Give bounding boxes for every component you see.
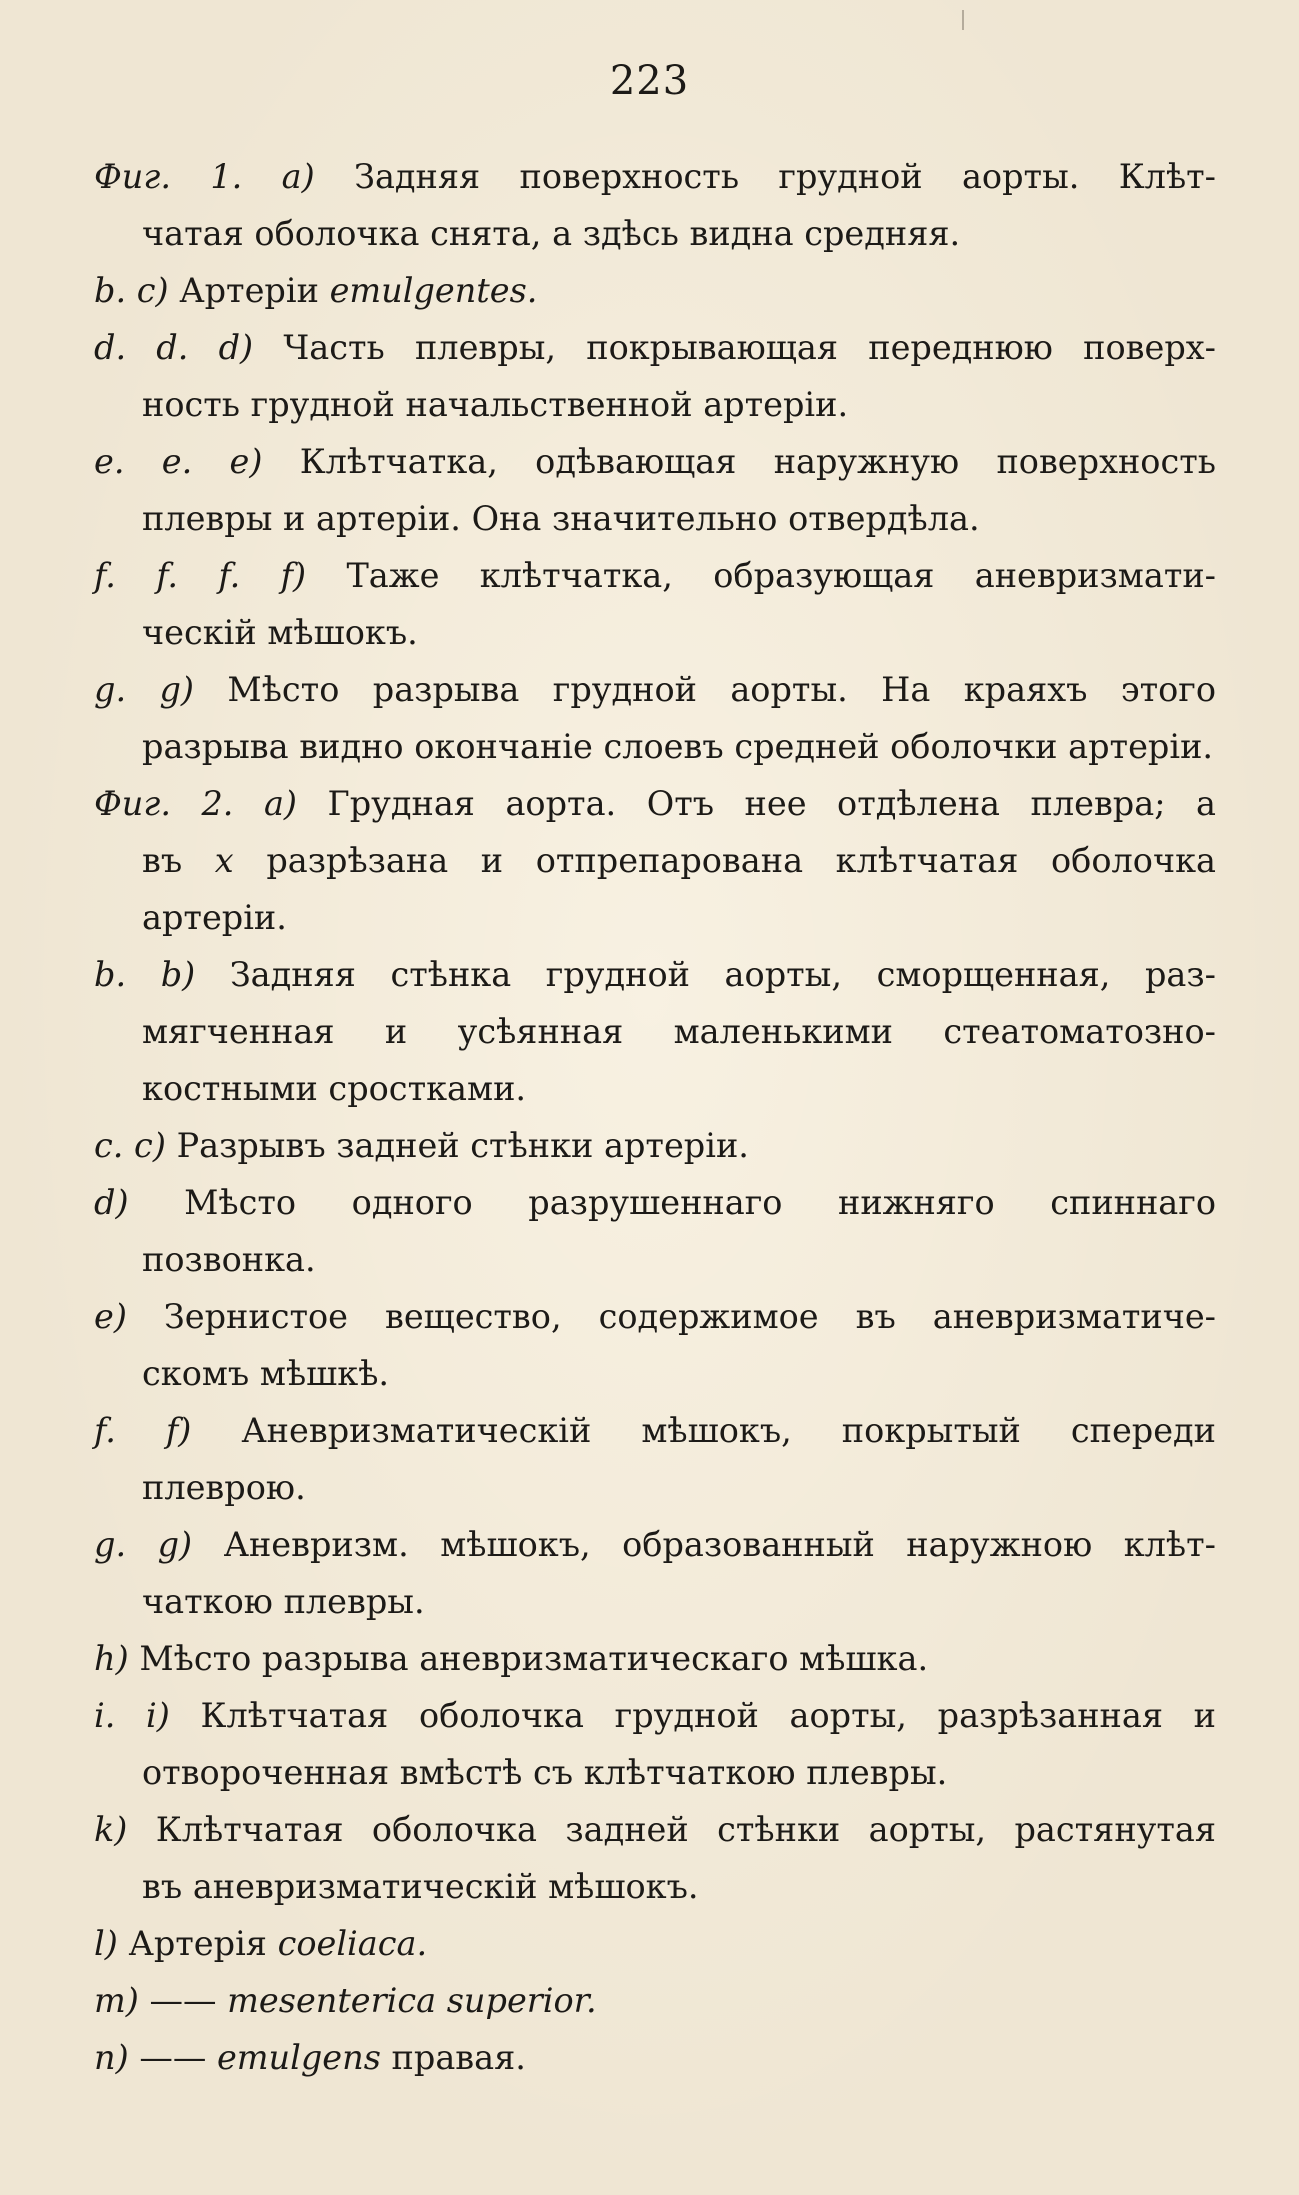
entry-label: g. g) xyxy=(94,1525,193,1564)
entry-label: Фиг. 2. a) xyxy=(94,784,298,823)
entry-label: e) xyxy=(94,1297,127,1336)
entry-label: e. e. e) xyxy=(94,442,263,481)
entry-continuation: плевры и артеріи. Она значительно отвердѣла. xyxy=(142,499,980,538)
entry-label: Фиг. 1. a) xyxy=(94,157,315,196)
entry-dash: —— xyxy=(149,1981,217,2020)
entry-continuation: чатая оболочка снята, а здѣсь видна средняя. xyxy=(142,214,961,253)
entry-dash: —— xyxy=(139,2038,207,2077)
entry-label: b. b) xyxy=(94,955,196,994)
legend-entry-b-c xyxy=(94,262,1216,319)
legend-entry-g xyxy=(94,661,1216,775)
entry-label: n) xyxy=(94,2038,129,2077)
entry-continuation: позвонка. xyxy=(142,1240,316,1279)
entry-continuation: мягченная и усѣянная маленькими стеатоматозно-костными сростками. xyxy=(142,1012,1216,1108)
entry-text: Аневризматическій мѣшокъ, покрытый спереди xyxy=(241,1411,1216,1450)
entry-text: Мѣсто одного разрушеннаго нижняго спиннаго xyxy=(184,1183,1217,1222)
entry-label: c. c) xyxy=(94,1126,166,1165)
figure-legend xyxy=(94,148,1216,2086)
entry-latin-term: emulgentes. xyxy=(329,271,538,310)
legend-entry-i xyxy=(94,1687,1216,1801)
entry-continuation: отвороченная вмѣстѣ съ клѣтчаткою плевры. xyxy=(142,1753,948,1792)
entry-text: Грудная аорта. Отъ нее отдѣлена плевра; а xyxy=(327,784,1217,823)
entry-label: h) xyxy=(94,1639,129,1678)
legend-entry-fig2-a xyxy=(94,775,1216,946)
legend-entry-h xyxy=(94,1630,1216,1687)
entry-label: f. f) xyxy=(94,1411,192,1450)
entry-text: Клѣтчатка, одѣвающая наружную поверхность xyxy=(299,442,1217,481)
entry-text: Клѣтчатая оболочка грудной аорты, разрѣзанная и xyxy=(200,1696,1216,1735)
entry-label: b. c) xyxy=(94,271,169,310)
legend-entry-c-c xyxy=(94,1117,1216,1174)
entry-text: Артеріи xyxy=(179,271,319,310)
legend-entry-fig1-a xyxy=(94,148,1216,262)
legend-entry-e2 xyxy=(94,1288,1216,1402)
entry-label: g. g) xyxy=(94,670,194,709)
entry-variable: x xyxy=(214,841,234,880)
entry-text-tail: правая. xyxy=(391,2038,526,2077)
entry-text: Мѣсто разрыва грудной аорты. На краяхъ этого xyxy=(227,670,1216,709)
legend-entry-f2 xyxy=(94,1402,1216,1516)
entry-latin-term: emulgens xyxy=(216,2038,381,2077)
legend-entry-g2 xyxy=(94,1516,1216,1630)
page-number: 223 xyxy=(609,58,690,104)
entry-text: Задняя поверхность грудной аорты. Клѣт- xyxy=(354,157,1217,196)
entry-text: Таже клѣтчатка, образующая аневризмати- xyxy=(346,556,1216,595)
legend-entry-e xyxy=(94,433,1216,547)
legend-entry-d2 xyxy=(94,1174,1216,1288)
entry-latin-term: coeliaca. xyxy=(277,1924,428,1963)
entry-text: Клѣтчатая оболочка задней стѣнки аорты, растянутая xyxy=(155,1810,1216,1849)
legend-entry-b-b xyxy=(94,946,1216,1117)
legend-entry-l xyxy=(94,1915,1216,1972)
legend-entry-d xyxy=(94,319,1216,433)
entry-label: m) xyxy=(94,1981,139,2020)
entry-text: Аневризм. мѣшокъ, образованный наружною клѣт- xyxy=(223,1525,1216,1564)
entry-label: i. i) xyxy=(94,1696,170,1735)
entry-text: Зернистое вещество, содержимое въ аневризматиче- xyxy=(163,1297,1216,1336)
entry-text: Задняя стѣнка грудной аорты, сморщенная, раз- xyxy=(229,955,1216,994)
entry-continuation: ческій мѣшокъ. xyxy=(142,613,418,652)
page-mark xyxy=(962,10,964,30)
entry-label: d) xyxy=(94,1183,129,1222)
entry-continuation: въ аневризматическій мѣшокъ. xyxy=(142,1867,699,1906)
entry-label: l) xyxy=(94,1924,118,1963)
entry-continuation: разрѣзана и отпрепарована клѣтчатая оболочка артеріи. xyxy=(142,841,1216,937)
entry-label: d. d. d) xyxy=(94,328,254,367)
entry-label: f. f. f. f) xyxy=(94,556,307,595)
legend-entry-f xyxy=(94,547,1216,661)
entry-continuation: скомъ мѣшкѣ. xyxy=(142,1354,390,1393)
legend-entry-m xyxy=(94,1972,1216,2029)
entry-text: Артерія xyxy=(128,1924,267,1963)
entry-label: k) xyxy=(94,1810,128,1849)
legend-entry-n xyxy=(94,2029,1216,2086)
entry-continuation: плеврою. xyxy=(142,1468,306,1507)
entry-text: Разрывъ задней стѣнки артеріи. xyxy=(176,1126,749,1165)
entry-text: Часть плевры, покрывающая переднюю поверх- xyxy=(283,328,1216,367)
entry-continuation-prefix: въ xyxy=(142,841,183,880)
entry-continuation: разрыва видно окончаніе слоевъ средней оболочки артеріи. xyxy=(142,727,1214,766)
entry-continuation: чаткою плевры. xyxy=(142,1582,425,1621)
entry-text: Мѣсто разрыва аневризматическаго мѣшка. xyxy=(139,1639,929,1678)
entry-latin-term: mesenterica superior. xyxy=(227,1981,597,2020)
entry-continuation: ность грудной начальственной артеріи. xyxy=(142,385,849,424)
legend-entry-k xyxy=(94,1801,1216,1915)
